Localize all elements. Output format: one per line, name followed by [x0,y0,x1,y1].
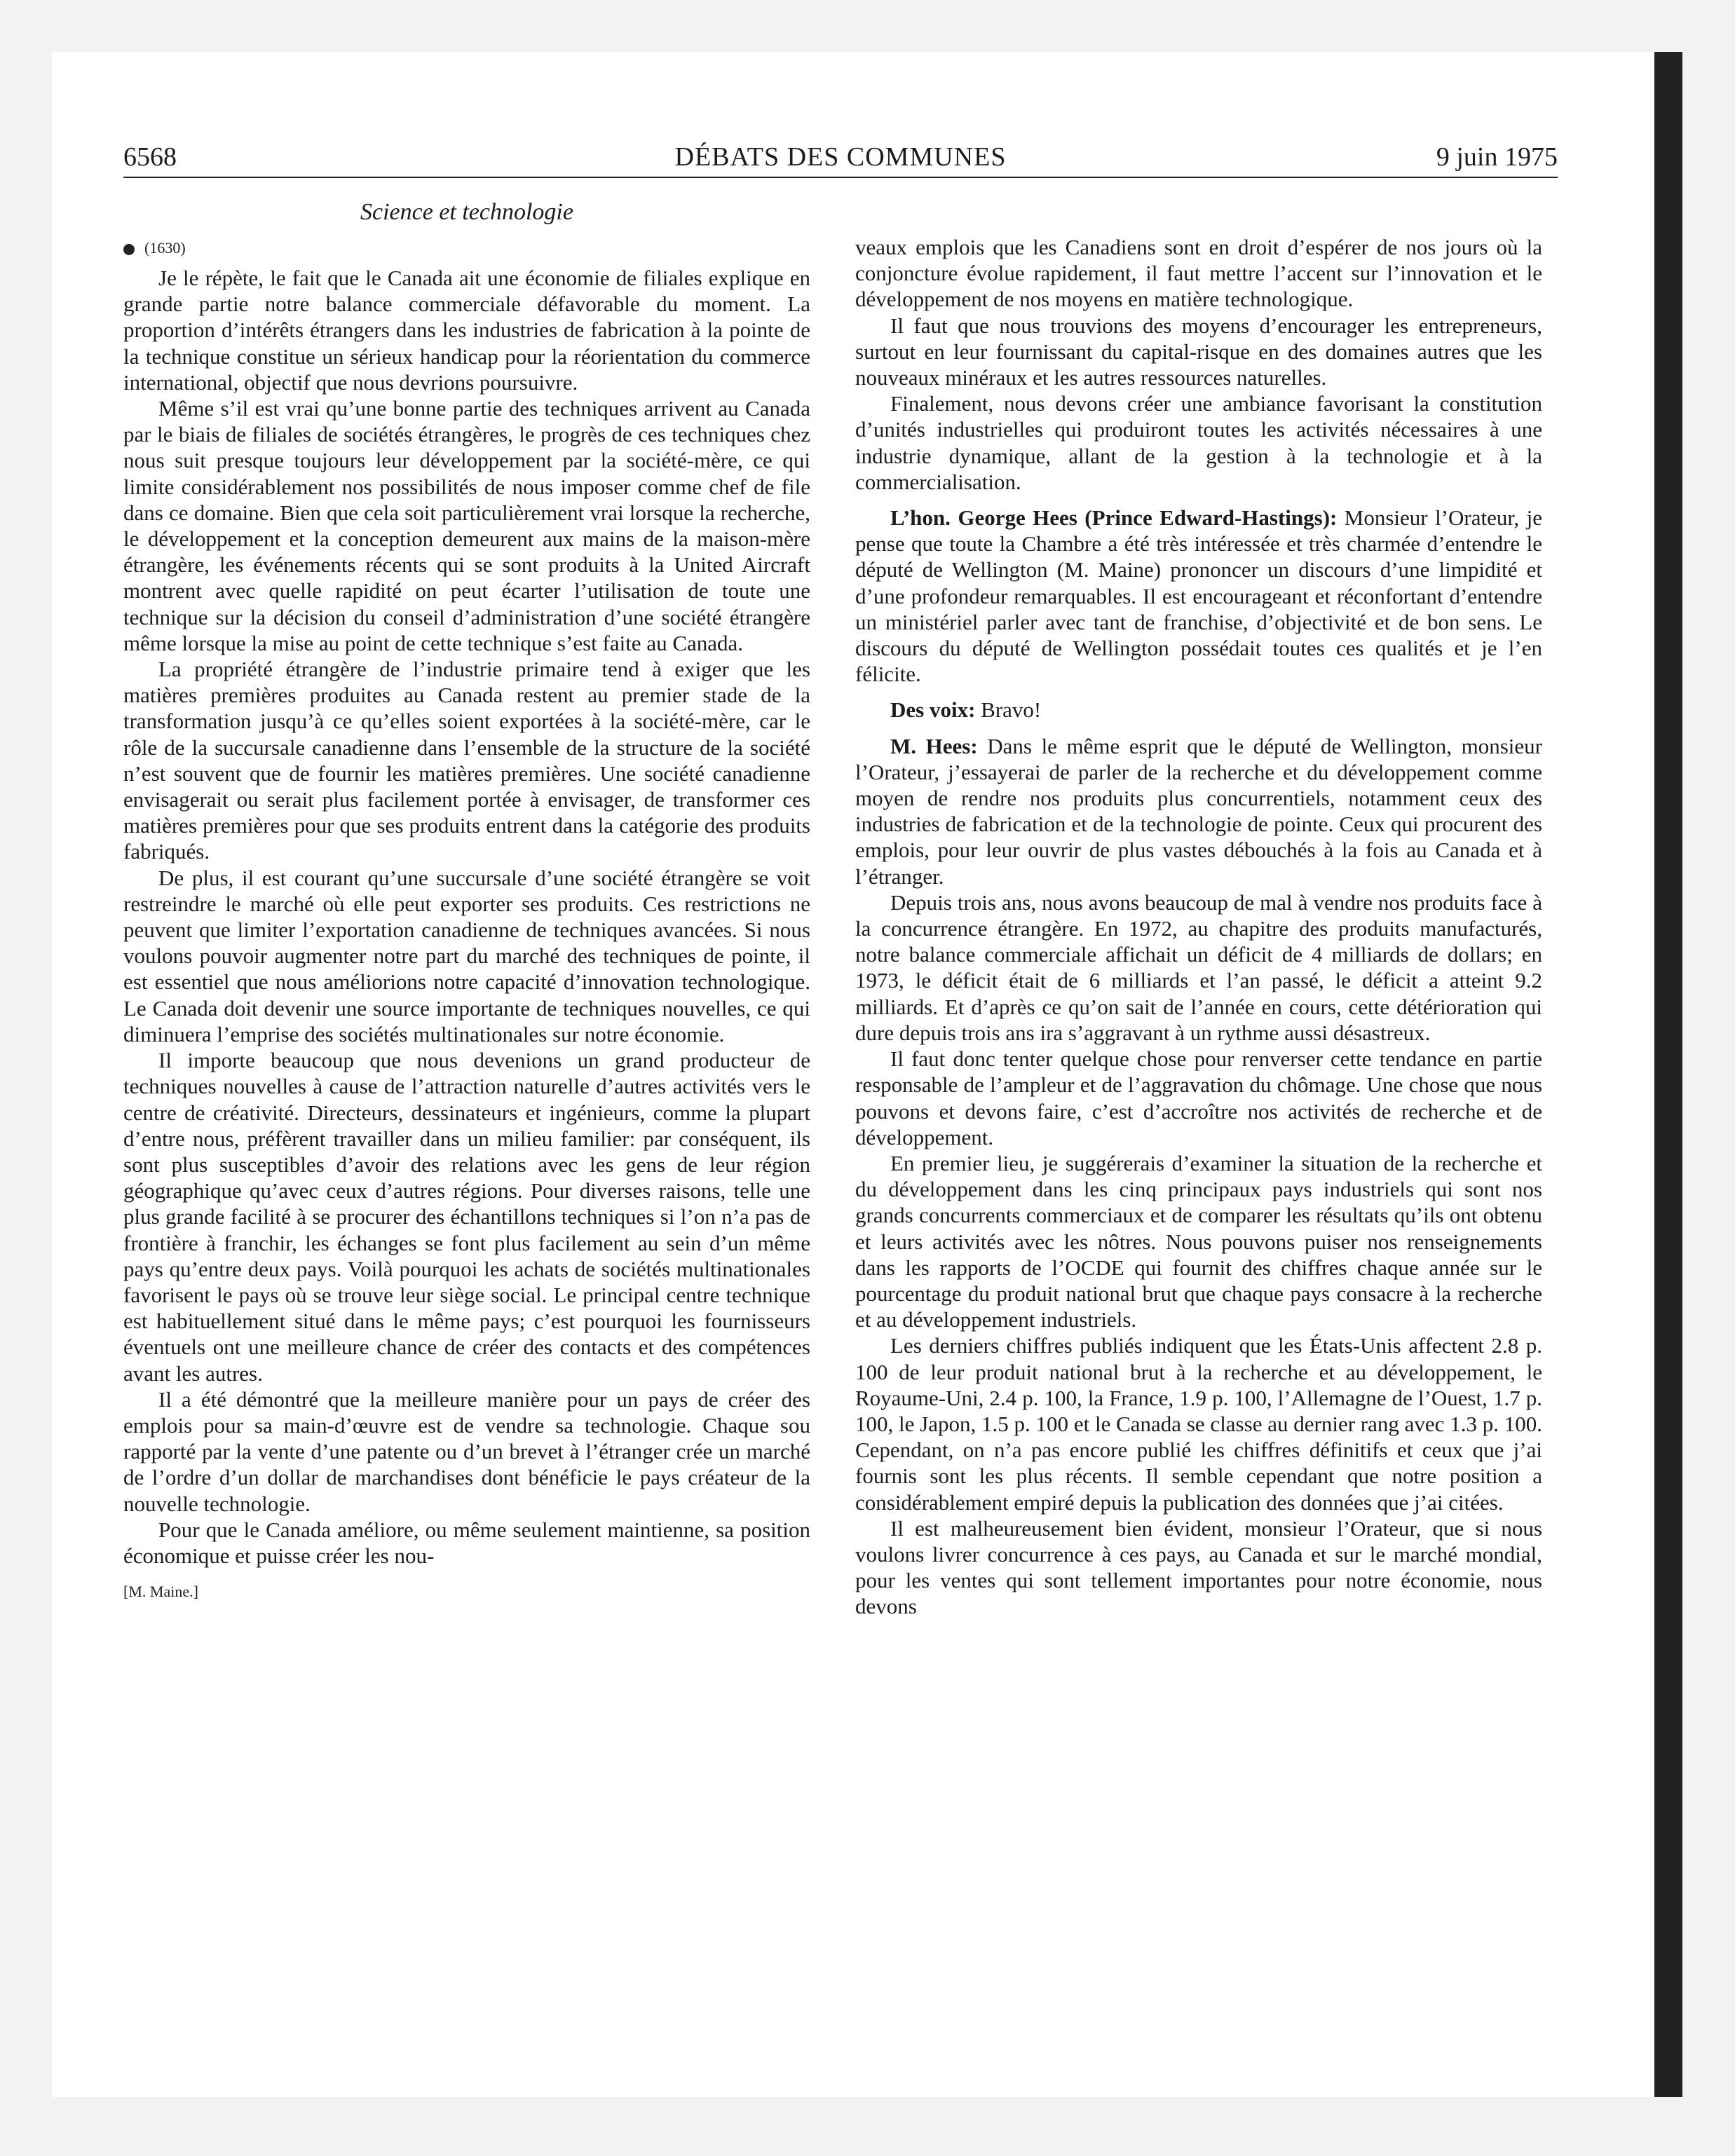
page-number: 6568 [123,142,177,172]
paragraph: Finalement, nous devons créer une ambiance favorisant la constitution d’unités industrielles qui produiront toutes les activités nécessaires à une industrie dynamique, allant de la gestion à la technologie et à la commercialisation. [855,391,1542,494]
paragraph: La propriété étrangère de l’industrie primaire tend à exiger que les matières premières produites au Canada restent au premier stade de la transformation jusqu’à ce qu’elles soient exportées à la société-mère, car le rôle de la succursale canadienne dans l’ensemble de la structure de la société n’est souvent que de fournir les matières premières. Une société canadienne envisagerait ou serait plus facilement portée à envisager, de transformer ces matières premières pour que ses produits entrent dans la catégorie des produits fabriqués. [123,657,810,864]
speech-text: Bravo! [981,697,1042,723]
speech-text: Monsieur l’Orateur, je pense que toute la Chambre a été très intéressée et très charmée d’entendre le député de Wellington (M. Maine) prononcer un discours d’une limpidité et d’une profondeur remarquables. Il est encourageant et réconfortant d’entendre un ministériel parler avec tant de franchise, d’objectivité et de bon sens. Le discours du député de Wellington possédait toutes ces qualités et je l’en félicite. [855,505,1542,687]
speaker-name: M. Hees: [890,733,978,758]
speech-text: Dans le même esprit que le député de Wellington, monsieur l’Orateur, j’essayerai de parler de la recherche et du développement comme moyen de rendre nos produits plus concurrentiels, notamment ceux des industries de fabrication et de la technologie de pointe. Ceux qui procurent des emplois, pour leur ouvrir de plus vastes débouchés à la fois au Canada et à l’étranger. [855,733,1542,889]
page-header [123,140,1558,178]
time-marker-text: (1630) [144,239,186,257]
speech-voices [855,697,1542,723]
paragraph: Les derniers chiffres publiés indiquent que les États-Unis affectent 2.8 p. 100 de leur produit national brut à la recherche et au développement, le Royaume-Uni, 2.4 p. 100, la France, 1.9 p. 100, l’Allemagne de l’Ouest, 1.7 p. 100, le Japon, 1.5 p. 100 et le Canada se classe au dernier rang avec 1.3 p. 100. Cependant, on n’a pas encore publié les chiffres définitifs et ceux que j’ai fournis sont les plus récents. Il semble cependant que notre position a considérablement empiré depuis la publication des données que j’ai citées. [855,1333,1542,1515]
paragraph: Je le répète, le fait que le Canada ait une économie de filiales explique en grande partie notre balance commerciale défavorable du moment. La proportion d’intérêts étrangers dans les industries de fabrication à la pointe de la technique constitue un sérieux handicap pour la réorientation du commerce international, objectif que nous devrions poursuivre. [123,266,810,395]
right-column [855,234,1542,1620]
paragraph: Il importe beaucoup que nous devenions un grand producteur de techniques nouvelles à cause de l’attraction naturelle d’autres activités vers le centre de créativité. Directeurs, dessinateurs et ingénieurs, comme la plupart d’entre nous, préfèrent travailler dans un milieu familier: par conséquent, ils sont plus susceptibles d’avoir des relations avec les gens de leur région géographique qu’avec ceux d’autres régions. Pour diverses raisons, telle une plus grande facilité à se procurer des échantillons techniques si l’on n’a pas de frontière à franchir, les échanges se font plus facilement au sein d’un même pays qu’entre deux pays. Voilà pourquoi les achats de sociétés multinationales favorisent le pays où se trouve leur siège social. Le principal centre technique est habituellement situé dans le même pays; c’est pourquoi les fournisseurs éventuels ont une meilleure chance de créer des contacts et des compétences avant les autres. [123,1048,810,1386]
paragraph: Il faut que nous trouvions des moyens d’encourager les entrepreneurs, surtout en leur fournissant du capital-risque en des domaines autres que les nouveaux minéraux et les autres ressources naturelles. [855,313,1542,390]
paragraph: Il faut donc tenter quelque chose pour renverser cette tendance en partie responsable de l’ampleur et de l’aggravation du chômage. Une chose que nous pouvons et devons faire, c’est d’accroître nos activités de recherche et de développement. [855,1046,1542,1149]
paragraph: En premier lieu, je suggérerais d’examiner la situation de la recherche et du développement dans les cinq principaux pays industriels qui sont nos grands concurrents commerciaux et de comparer les résultats qu’ils ont obtenu et leurs activités avec les nôtres. Nous pouvons puiser nos renseignements dans les rapports de l’OCDE qui fournit des chiffres chaque année sur le pourcentage du produit national brut que chaque pays consacre à la recherche et au développement industriels. [855,1150,1542,1332]
speaker-name: L’hon. George Hees (Prince Edward-Hastings): [890,505,1338,531]
paragraph: Il a été démontré que la meilleure manière pour un pays de créer des emplois pour sa main-d’œuvre est de vendre sa technologie. Chaque sou rapporté par la vente d’une patente ou d’un brevet à l’étranger crée un marché de l’ordre d’un dollar de marchandises dont bénéficie le pays créateur de la nouvelle technologie. [123,1386,810,1516]
paragraph: Il est malheureusement bien évident, monsieur l’Orateur, que si nous voulons livrer concurrence à ces pays, au Canada et sur le marché mondial, pour les ventes qui sont tellement importantes pour notre économie, nous devons [855,1515,1542,1619]
scan-edge-bar [1654,52,1682,2097]
paragraph: Depuis trois ans, nous avons beaucoup de mal à vendre nos produits face à la concurrence étrangère. En 1972, au chapitre des produits manufacturés, notre balance commerciale affichait un déficit de 4 milliards de dollars; en 1973, le déficit était de 6 milliards et l’an passé, le déficit a atteint 9.2 milliards. Et d’après ce qu’on sait de l’année en cours, cette détérioration qui dure depuis trois ans ira s’aggravant à un rythme aussi désastreux. [855,889,1542,1045]
bullet-icon [123,244,135,255]
paragraph: veaux emplois que les Canadiens sont en droit d’espérer de nos jours où la conjoncture évolue rapidement, il faut mettre l’accent sur l’innovation et le développement de nos moyens en matière technologique. [855,235,1542,312]
paragraph: Pour que le Canada améliore, ou même seulement maintienne, sa position économique et puisse créer les nou- [123,1517,810,1568]
section-title: Science et technologie [360,199,573,225]
paragraph: Même s’il est vrai qu’une bonne partie des techniques arrivent au Canada par le biais de filiales de sociétés étrangères, le progrès de ces techniques chez nous suit presque toujours leur développement par la société-mère, ce qui limite considérablement nos possibilités de nous imposer comme chef de file dans ce domaine. Bien que cela soit particulièrement vrai lorsque la recherche, le développement et la conception demeurent aux mains de la maison-mère étrangère, les événements récents qui se sont produits à la United Aircraft montrent avec quelle rapidité on peut écarter l’utilisation de toute une technique sur la décision du conseil d’administration d’une société étrangère même lorsque la mise au point de cette technique s’est faite au Canada. [123,396,810,655]
speaker-attribution: [M. Maine.] [123,1583,198,1601]
publication-title: DÉBATS DES COMMUNES [674,142,1007,172]
publication-date: 9 juin 1975 [1436,142,1558,172]
paragraph: De plus, il est courant qu’une succursale d’une société étrangère se voit restreindre le marché où elle peut exporter ses produits. Ces restrictions ne peuvent que limiter l’exportation canadienne de techniques avancées. Si nous voulons pouvoir augmenter notre part du marché des techniques de pointe, il est essentiel que nous améliorions notre capacité d’innovation technologique. Le Canada doit devenir une source importante de techniques nouvelles, ce qui diminuera l’emprise des sociétés multinationales sur notre économie. [123,865,810,1046]
left-column [123,195,810,1602]
speech-hees-2 [855,733,1542,889]
speaker-name: Des voix: [890,697,976,723]
speech-hees [855,505,1542,687]
time-marker [123,236,810,261]
